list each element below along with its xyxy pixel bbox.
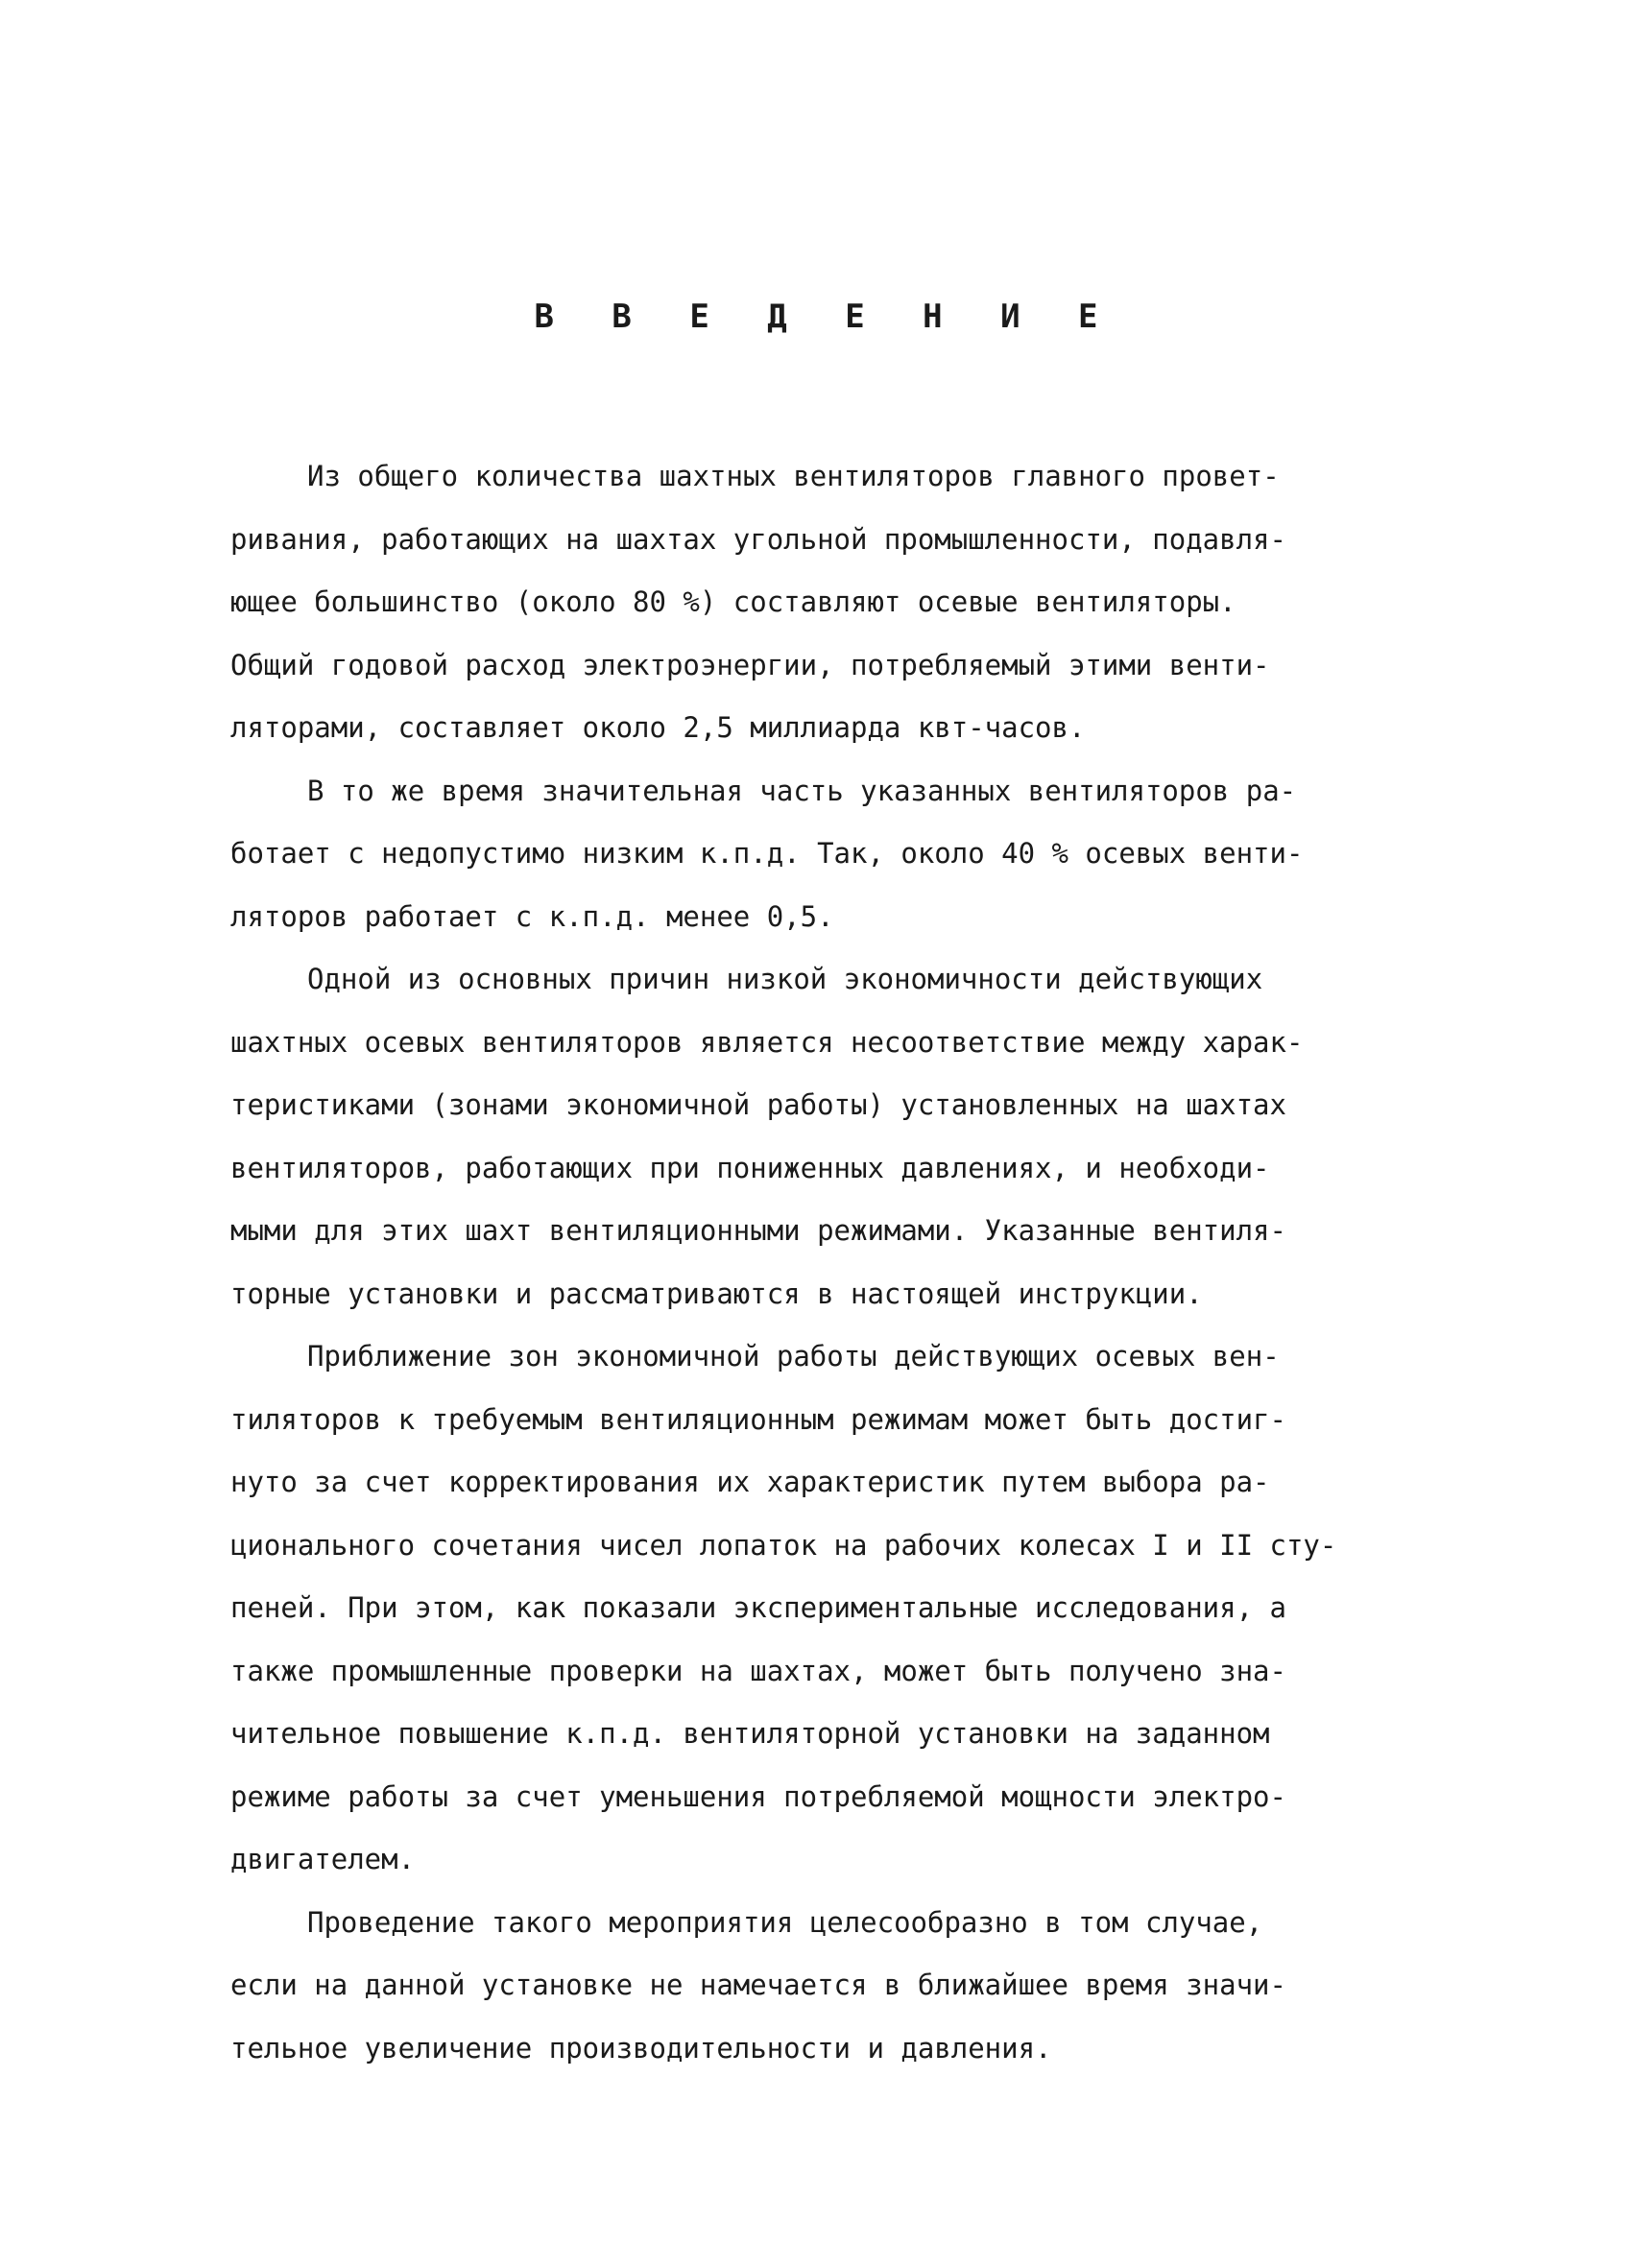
text-line: тиляторов к требуемым вентиляционным режимам может быть достиг-: [230, 1402, 1286, 1436]
page-title: В В Е Д Е Н И Е: [534, 298, 1117, 336]
text-line: ляторов работает с к.п.д. менее 0,5.: [230, 899, 834, 933]
paragraph: [230, 1892, 1469, 2081]
text-line: шахтных осевых вентиляторов является несоответствие между харак-: [230, 1025, 1304, 1059]
paragraph: [230, 760, 1469, 949]
text-line: ющее большинство (около 80 %) составляют осевые вентиляторы.: [230, 585, 1236, 618]
text-line: Общий годовой расход электроэнергии, потребляемый этими венти-: [230, 648, 1270, 681]
text-line: Одной из основных причин низкой экономичности действующих: [307, 963, 1263, 995]
text-line: Приближение зон экономичной работы действующих осевых вен-: [307, 1340, 1280, 1373]
paragraph: [230, 445, 1469, 760]
text-line: мыми для этих шахт вентиляционными режимами. Указанные вентиля-: [230, 1214, 1286, 1247]
text-line: ционального сочетания чисел лопаток на рабочих колесах I и II сту-: [230, 1528, 1337, 1562]
text-line: В то же время значительная часть указанных вентиляторов ра-: [307, 774, 1297, 807]
document-body: [230, 445, 1469, 2080]
text-line: чительное повышение к.п.д. вентиляторной установки на заданном: [230, 1717, 1270, 1750]
text-line: пеней. При этом, как показали экспериментальные исследования, а: [230, 1591, 1286, 1624]
paragraph: [230, 1325, 1469, 1892]
text-line: ривания, работающих на шахтах угольной промышленности, подавля-: [230, 522, 1286, 556]
text-line: Проведение такого мероприятия целесообразно в том случае,: [307, 1905, 1263, 1939]
text-line: тельное увеличение производительности и давления.: [230, 2031, 1052, 2065]
paragraph: [230, 948, 1469, 1325]
text-line: ботает с недопустимо низким к.п.д. Так, около 40 % осевых венти-: [230, 837, 1304, 870]
text-line: теристиками (зонами экономичной работы) установленных на шахтах: [230, 1088, 1286, 1121]
text-line: двигателем.: [230, 1843, 416, 1875]
text-line: Из общего количества шахтных вентиляторов главного провет-: [307, 460, 1280, 492]
text-line: если на данной установке не намечается в ближайшее время значи-: [230, 1969, 1286, 2001]
text-line: нуто за счет корректирования их характеристик путем выбора ра-: [230, 1466, 1270, 1498]
text-line: вентиляторов, работающих при пониженных давлениях, и необходи-: [230, 1151, 1270, 1184]
text-line: режиме работы за счет уменьшения потребляемой мощности электро-: [230, 1779, 1286, 1813]
text-line: торные установки и рассматриваются в настоящей инструкции.: [230, 1277, 1203, 1310]
text-line: ляторами, составляет около 2,5 миллиарда квт-часов.: [230, 711, 1086, 744]
text-line: также промышленные проверки на шахтах, может быть получено зна-: [230, 1654, 1286, 1687]
